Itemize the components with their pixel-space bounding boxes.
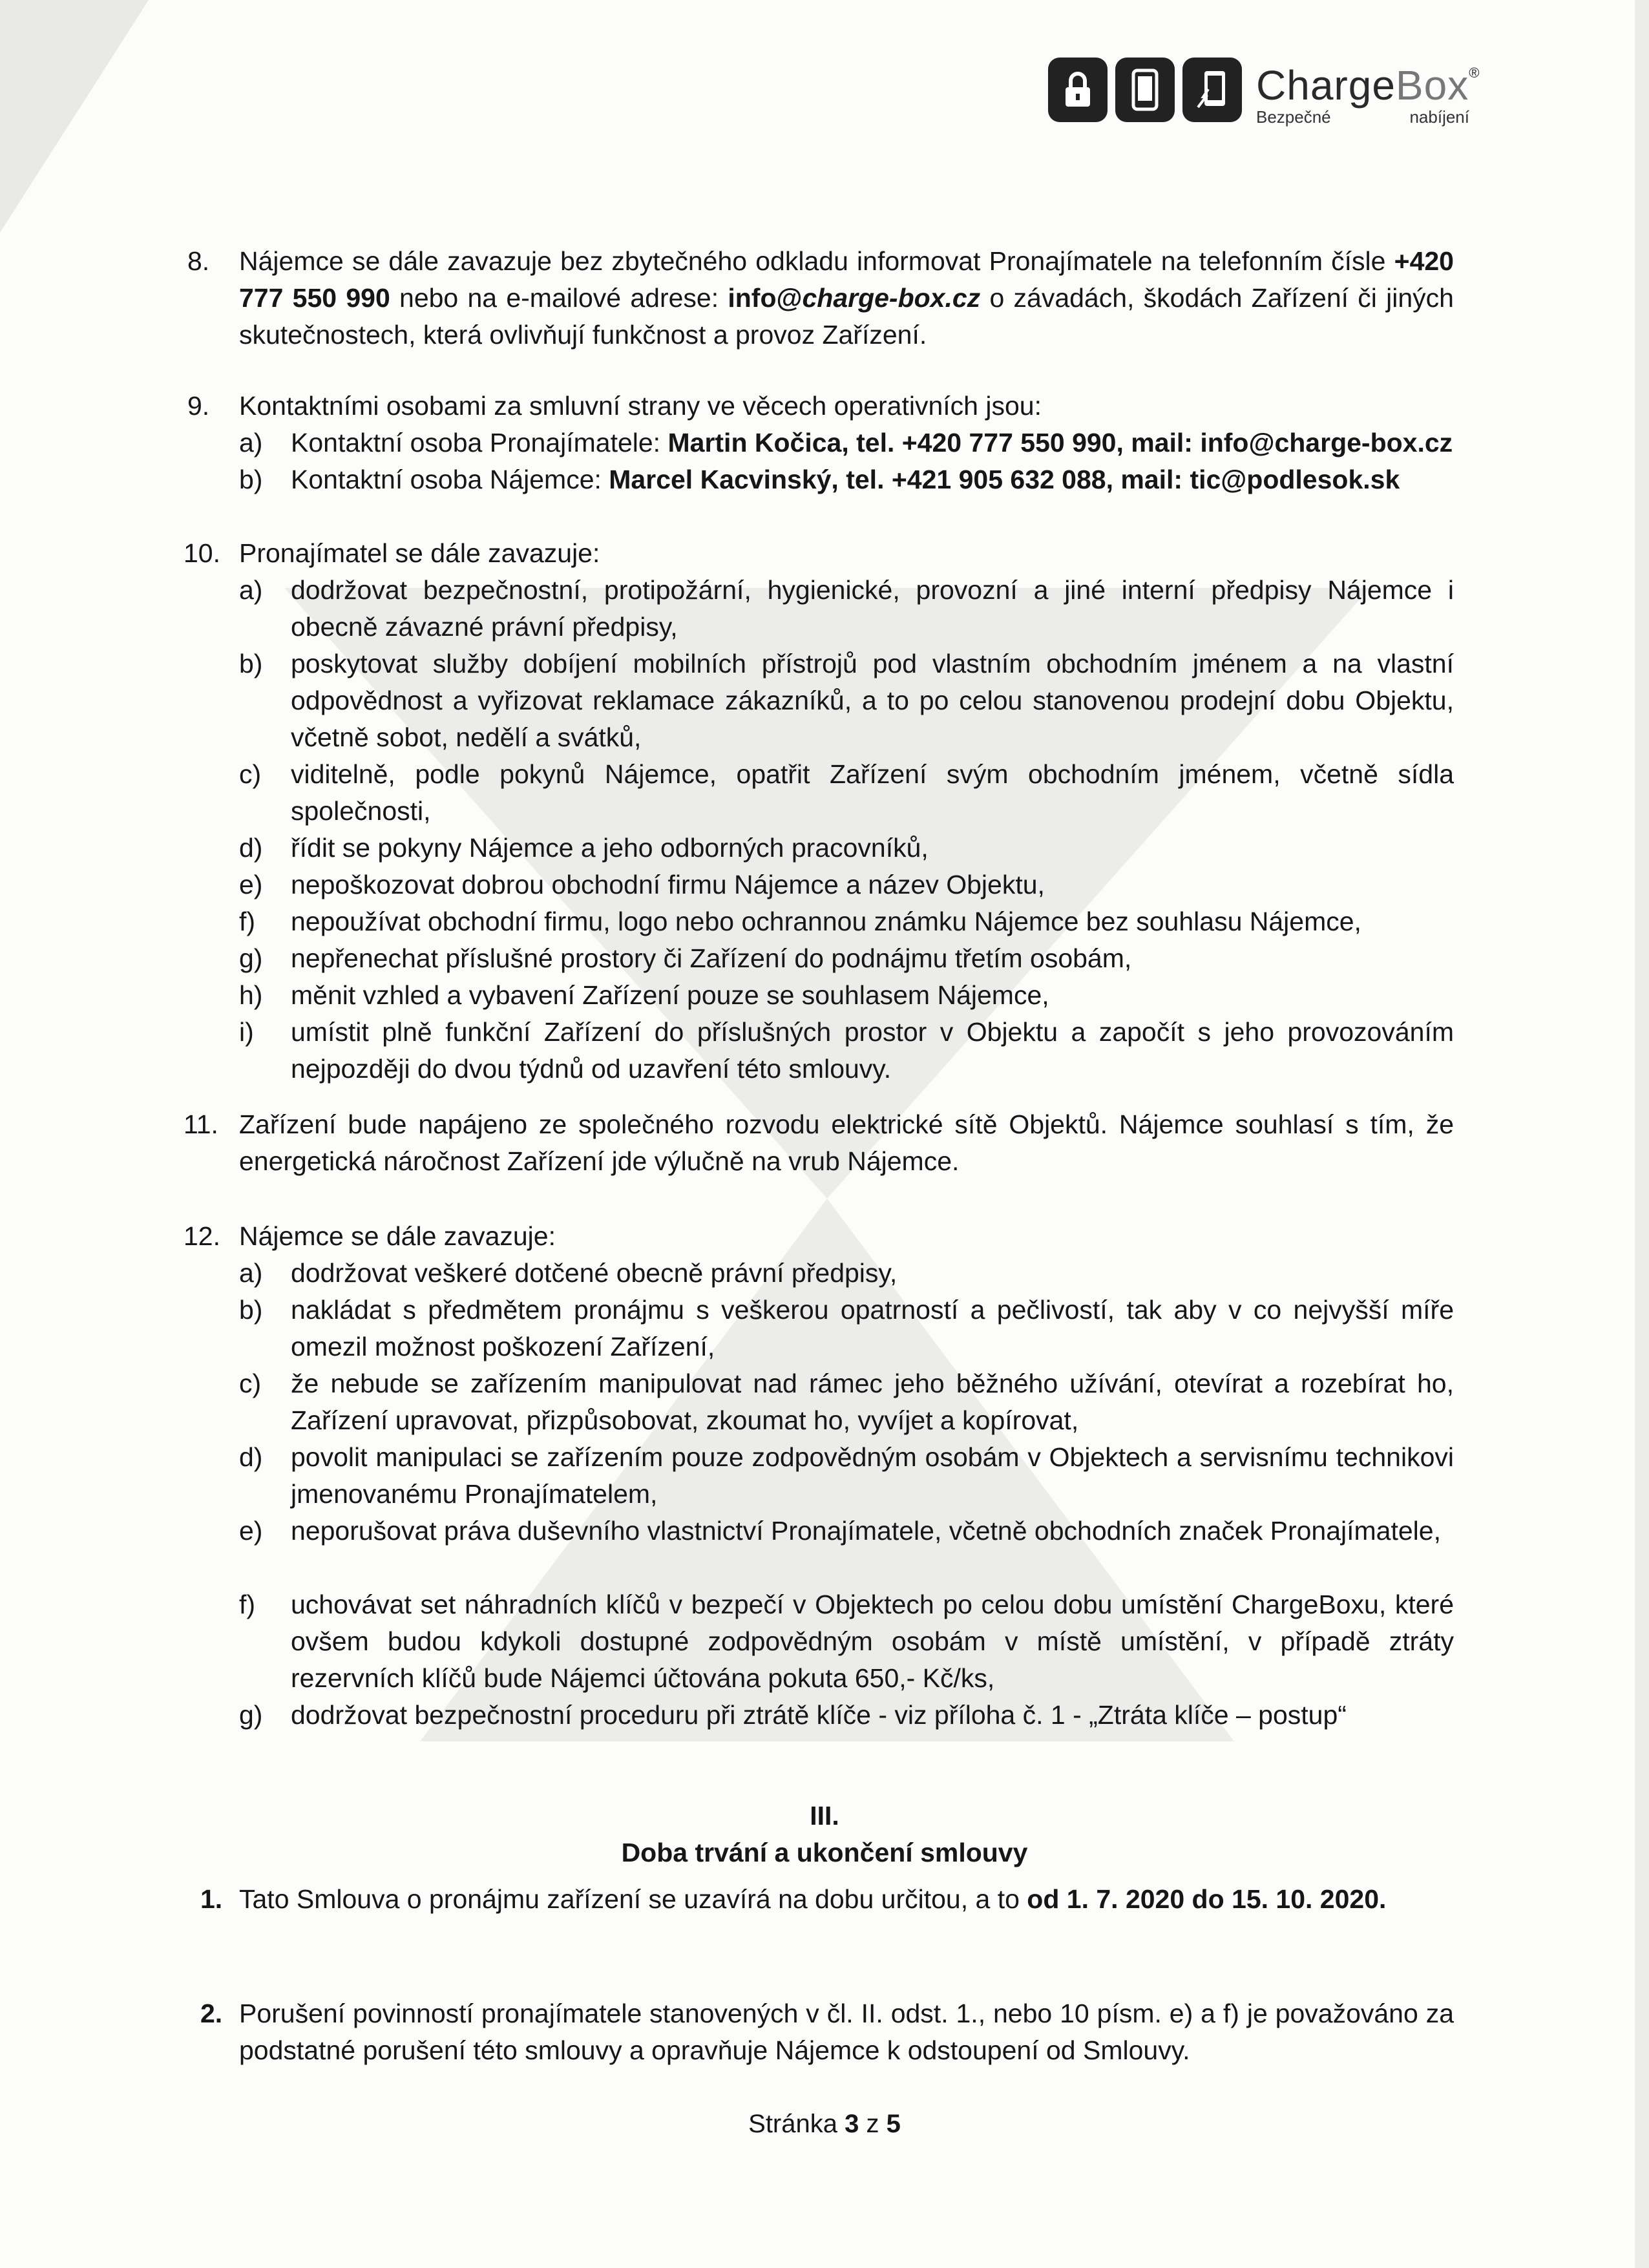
contact-value: Marcel Kacvinský, tel. +421 905 632 088, mail: tic@podlesok.sk — [609, 465, 1400, 494]
sub-text: dodržovat veškeré dotčené obecně právní předpisy, — [291, 1258, 898, 1288]
phone-icon — [1115, 58, 1175, 122]
sub-text: nepoškozovat dobrou obchodní firmu Nájemce a název Objektu, — [291, 870, 1045, 899]
sub-text: dodržovat bezpečnostní, protipožární, hygienické, provozní a jiné interní předpisy Nájemce i obecně závazné právní předpisy, — [291, 575, 1454, 642]
sub-letter: a) — [239, 575, 263, 605]
logo-name-light: Box — [1395, 62, 1469, 109]
sub-text: uchovávat set náhradních klíčů v bezpečí v Objektech po celou dobu umístění ChargeBoxu, které ovšem budou kdykoli dostupné zodpovědným osobám v místě umístění, v případě ztráty rezervních klíčů bude Nájemci účtována pokuta 650,- Kč/ks, — [291, 1590, 1454, 1693]
sub-letter: b) — [239, 649, 263, 678]
sub-letter: c) — [239, 1369, 262, 1398]
sub-letter: a) — [239, 1258, 263, 1288]
section-title: Doba trvání a ukončení smlouvy — [621, 1838, 1028, 1867]
sub-text: nepřenechat příslušné prostory či Zařízení do podnájmu třetím osobám, — [291, 943, 1132, 973]
sub-letter: e) — [239, 870, 263, 899]
sub-text: že nebude se zařízením manipulovat nad rámec jeho běžného užívání, otevírat a rozebírat ho, Zařízení upravovat, přizpůsobovat, zkoumat ho, vyvíjet a kopírovat, — [291, 1369, 1454, 1435]
sub-letter: f) — [239, 1590, 256, 1619]
contact-value: Martin Kočica, tel. +420 777 550 990, mail: info@charge-box.cz — [667, 428, 1453, 457]
sub-text: viditelně, podle pokynů Nájemce, opatřit Zařízení svým obchodním jménem, včetně sídla společnosti, — [291, 759, 1454, 826]
lock-icon — [1048, 58, 1108, 122]
sub-letter: g) — [239, 943, 263, 973]
sub-letter: b) — [239, 1295, 263, 1325]
sub-text: měnit vzhled a vybavení Zařízení pouze se souhlasem Nájemce, — [291, 980, 1049, 1010]
page-number — [0, 2110, 1649, 2139]
clause-intro: Nájemce se dále zavazuje: — [239, 1221, 556, 1251]
logo-tagline-left: Bezpečné — [1256, 107, 1331, 127]
clause-text: Zařízení bude napájeno ze společného rozvodu elektrické sítě Objektů. Nájemce souhlasí s tím, že energetická náročnost Zařízení jde výlučně na vrub Nájemce. — [239, 1109, 1454, 1176]
page-separator: z — [859, 2110, 887, 2138]
contact-label: Kontaktní osoba Nájemce: — [291, 465, 609, 494]
chargebox-logo — [1048, 54, 1480, 125]
sub-letter: f) — [239, 907, 256, 936]
sub-letter: c) — [239, 759, 262, 789]
clause-8-text-1: Nájemce se dále zavazuje bez zbytečného odkladu informovat Pronajímatele na telefonním čísle — [239, 246, 1386, 276]
sub-text: umístit plně funkční Zařízení do příslušných prostor v Objektu a započít s jeho provozováním nejpozději do dvou týdnů od uzavření této smlouvy. — [291, 1017, 1454, 1084]
total-pages: 5 — [886, 2110, 901, 2138]
clause-intro: Pronajímatel se dále zavazuje: — [239, 538, 600, 568]
sub-letter: e) — [239, 1516, 263, 1546]
logo-name-dark: Charge — [1256, 62, 1396, 109]
email-domain: charge-box.cz — [802, 283, 981, 313]
phone-number: +420 777 550 990 — [239, 246, 1454, 313]
scan-edge — [1635, 0, 1649, 2268]
clause-8-text-3: o závadách, škodách Zařízení či jiných skutečnostech, která ovlivňují funkčnost a provoz Zařízení. — [239, 283, 1454, 350]
registered-mark: ® — [1469, 65, 1480, 81]
sub-letter: i) — [239, 1017, 254, 1047]
logo-tagline-right: nabíjení — [1409, 107, 1469, 127]
sub-text: řídit se pokyny Nájemce a jeho odborných pracovníků, — [291, 833, 929, 863]
folded-corner — [0, 0, 149, 233]
contact-label: Kontaktní osoba Pronajímatele: — [291, 428, 668, 457]
sub-letter: g) — [239, 1700, 263, 1730]
clause-8-text-2: nebo na e-mailové adrese: — [390, 283, 728, 313]
sub-letter: d) — [239, 1442, 263, 1472]
clause-number: 8. — [187, 246, 210, 276]
clause-text — [239, 243, 1454, 353]
sub-text: dodržovat bezpečnostní proceduru při ztrátě klíče - viz příloha č. 1 - „Ztráta klíče – postup“ — [291, 1700, 1347, 1730]
sub-text: nepoužívat obchodní firmu, logo nebo ochrannou známku Nájemce bez souhlasu Nájemce, — [291, 907, 1361, 936]
current-page: 3 — [845, 2110, 859, 2138]
charging-phone-icon — [1182, 58, 1242, 122]
page-prefix: Stránka — [748, 2110, 845, 2138]
contract-term: od 1. 7. 2020 do 15. 10. 2020. — [1027, 1884, 1387, 1914]
clause-text-1: Tato Smlouva o pronájmu zařízení se uzavírá na dobu určitou, a to — [239, 1884, 1027, 1914]
sub-letter: h) — [239, 980, 263, 1010]
clause-number: 10. — [184, 538, 220, 568]
sub-text: nakládat s předmětem pronájmu s veškerou opatrností a pečlivostí, tak aby v co nejvyšší míře omezil možnost poškození Zařízení, — [291, 1295, 1454, 1361]
clause-intro: Kontaktními osobami za smluvní strany ve věcech operativních jsou: — [239, 391, 1042, 421]
sub-letter: b) — [239, 465, 263, 494]
email-local: info@ — [728, 283, 803, 313]
sub-text: neporušovat práva duševního vlastnictví Pronajímatele, včetně obchodních značek Pronajímatele, — [291, 1516, 1441, 1546]
clause-number: 1. — [200, 1884, 223, 1914]
sub-letter: a) — [239, 428, 263, 457]
sub-letter: d) — [239, 833, 263, 863]
clause-text — [239, 1881, 1454, 1918]
clause-number: 2. — [200, 1999, 223, 2028]
clause-number: 9. — [187, 391, 210, 421]
sub-text: poskytovat služby dobíjení mobilních přístrojů pod vlastním obchodním jménem a na vlastní odpovědnost a vyřizovat reklamace zákazníků, a to po celou stanovenou prodejní dobu Objektu, včetně sobot, nedělí a svátků, — [291, 649, 1454, 752]
sub-text: povolit manipulaci se zařízením pouze zodpovědným osobám v Objektech a servisnímu technikovi jmenovanému Pronajímatelem, — [291, 1442, 1454, 1509]
clause-text: Porušení povinností pronajímatele stanovených v čl. II. odst. 1., nebo 10 písm. e) a f) je považováno za podstatné porušení této smlouvy a opravňuje Nájemce k odstoupení od Smlouvy. — [239, 1999, 1454, 2065]
section-number: III. — [810, 1801, 839, 1831]
clause-number: 12. — [184, 1221, 220, 1251]
clause-number: 11. — [184, 1109, 218, 1139]
